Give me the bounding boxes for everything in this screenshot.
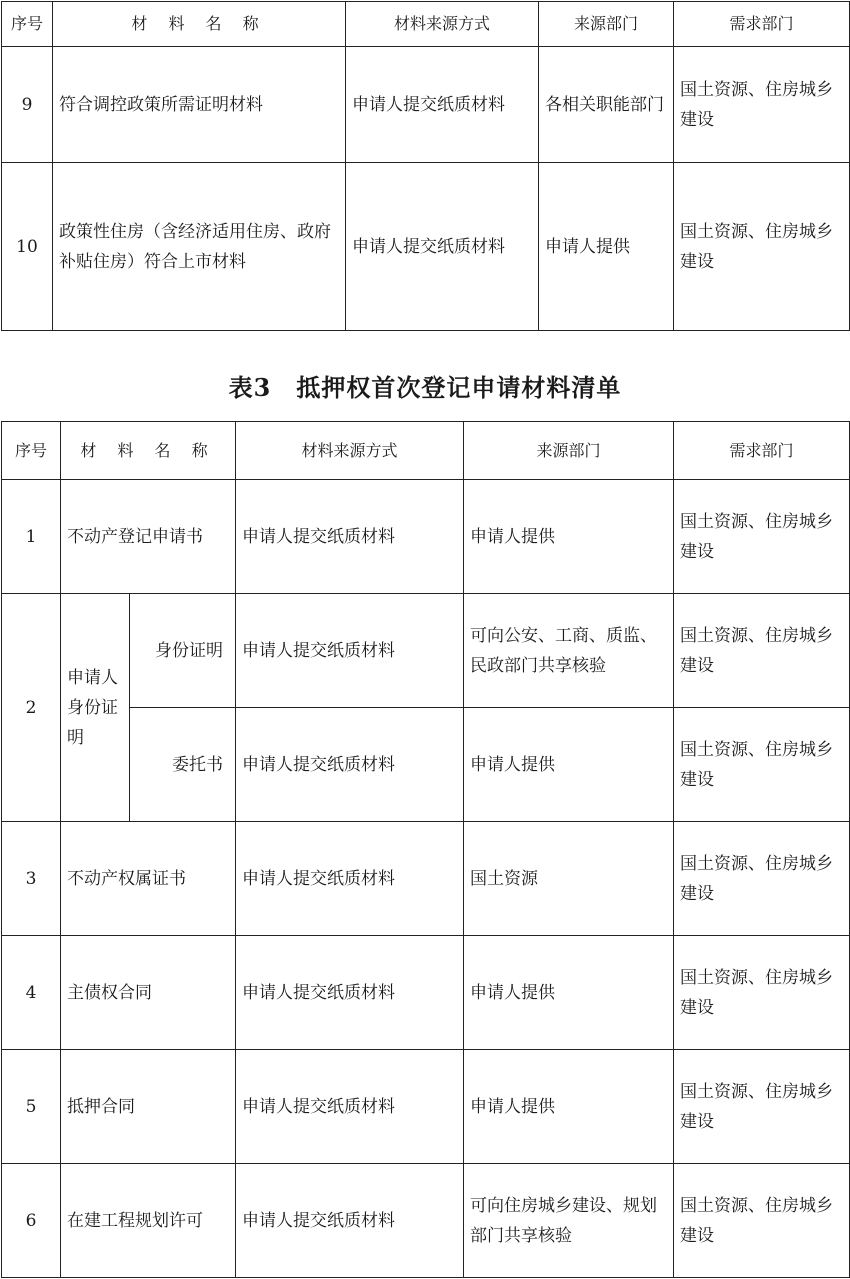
row-source: 国土资源 xyxy=(464,822,674,936)
row-method: 申请人提交纸质材料 xyxy=(236,1050,464,1164)
row-no: 6 xyxy=(2,1164,61,1278)
row-source: 可向住房城乡建设、规划部门共享核验 xyxy=(464,1164,674,1278)
table-row xyxy=(2,47,850,163)
row-method: 申请人提交纸质材料 xyxy=(236,480,464,594)
row-method: 申请人提交纸质材料 xyxy=(236,594,464,708)
row-no: 4 xyxy=(2,936,61,1050)
row-demand: 国土资源、住房城乡建设 xyxy=(674,480,850,594)
row-demand: 国土资源、住房城乡建设 xyxy=(674,822,850,936)
row-name: 抵押合同 xyxy=(61,1050,236,1164)
row-name: 不动产登记申请书 xyxy=(61,480,236,594)
header-method: 材料来源方式 xyxy=(236,422,464,480)
header-name: 材 料 名 称 xyxy=(61,422,236,480)
row-source: 各相关职能部门 xyxy=(539,47,674,163)
row-name: 在建工程规划许可 xyxy=(61,1164,236,1278)
row-demand: 国土资源、住房城乡建设 xyxy=(674,1164,850,1278)
row-no: 2 xyxy=(2,594,61,822)
table-row xyxy=(2,822,850,936)
row-name: 不动产权属证书 xyxy=(61,822,236,936)
row-method: 申请人提交纸质材料 xyxy=(236,936,464,1050)
materials-table-continued xyxy=(1,1,850,331)
table-header-row xyxy=(2,422,850,480)
row-source: 申请人提供 xyxy=(464,1050,674,1164)
row-demand: 国土资源、住房城乡建设 xyxy=(674,708,850,822)
row-source: 可向公安、工商、质监、民政部门共享核验 xyxy=(464,594,674,708)
table-header-row xyxy=(2,2,850,47)
row-group-name: 申请人身份证明 xyxy=(61,594,130,822)
header-demand: 需求部门 xyxy=(674,2,850,47)
table-row xyxy=(2,1164,850,1278)
row-subname: 身份证明 xyxy=(130,594,236,708)
row-method: 申请人提交纸质材料 xyxy=(236,822,464,936)
row-demand: 国土资源、住房城乡建设 xyxy=(674,594,850,708)
row-source: 申请人提供 xyxy=(464,708,674,822)
table-row xyxy=(2,594,850,708)
header-no: 序号 xyxy=(2,2,53,47)
header-demand: 需求部门 xyxy=(674,422,850,480)
row-demand: 国土资源、住房城乡建设 xyxy=(674,47,850,163)
table-row xyxy=(2,936,850,1050)
table-row xyxy=(2,1050,850,1164)
row-source: 申请人提供 xyxy=(464,480,674,594)
row-method: 申请人提交纸质材料 xyxy=(236,1164,464,1278)
row-demand: 国土资源、住房城乡建设 xyxy=(674,1050,850,1164)
row-method: 申请人提交纸质材料 xyxy=(346,47,539,163)
table-row xyxy=(2,163,850,331)
table3-mortgage-materials xyxy=(1,421,850,1278)
row-name: 符合调控政策所需证明材料 xyxy=(53,47,346,163)
row-subname: 委托书 xyxy=(130,708,236,822)
header-method: 材料来源方式 xyxy=(346,2,539,47)
row-no: 5 xyxy=(2,1050,61,1164)
row-method: 申请人提交纸质材料 xyxy=(236,708,464,822)
row-no: 9 xyxy=(2,47,53,163)
row-no: 1 xyxy=(2,480,61,594)
row-source: 申请人提供 xyxy=(464,936,674,1050)
table3-title: 表3 抵押权首次登记申请材料清单 xyxy=(228,373,622,402)
row-name: 政策性住房（含经济适用住房、政府补贴住房）符合上市材料 xyxy=(53,163,346,331)
row-name: 主债权合同 xyxy=(61,936,236,1050)
row-demand: 国土资源、住房城乡建设 xyxy=(674,936,850,1050)
header-no: 序号 xyxy=(2,422,61,480)
header-source: 来源部门 xyxy=(539,2,674,47)
row-demand: 国土资源、住房城乡建设 xyxy=(674,163,850,331)
row-no: 10 xyxy=(2,163,53,331)
header-name: 材 料 名 称 xyxy=(53,2,346,47)
table-row xyxy=(2,708,850,822)
table-row xyxy=(2,480,850,594)
row-method: 申请人提交纸质材料 xyxy=(346,163,539,331)
row-no: 3 xyxy=(2,822,61,936)
row-source: 申请人提供 xyxy=(539,163,674,331)
header-source: 来源部门 xyxy=(464,422,674,480)
